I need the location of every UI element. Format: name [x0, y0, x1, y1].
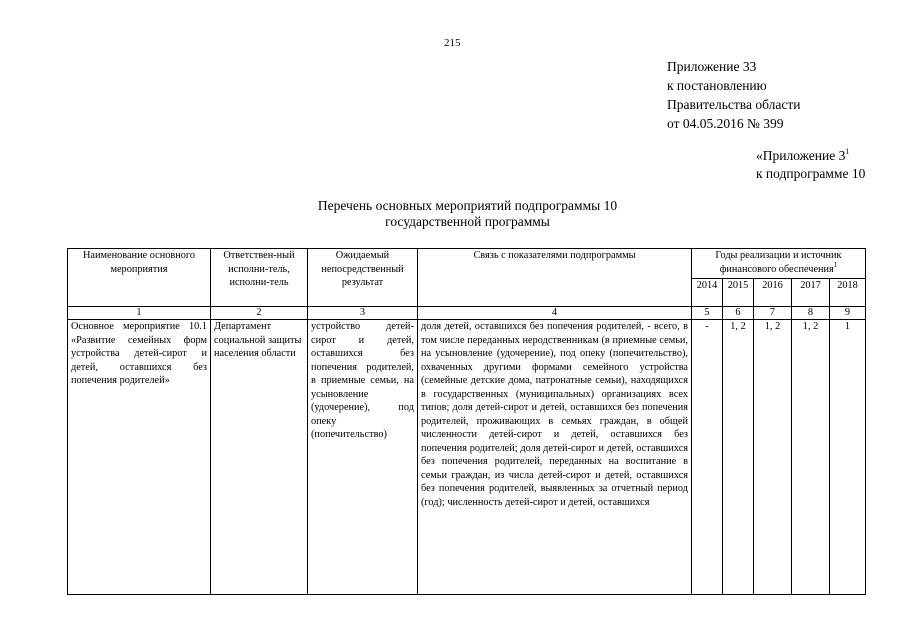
year-header: 2018 — [830, 279, 866, 307]
row-year-value: 1, 2 — [792, 320, 830, 595]
row-link: доля детей, оставшихся без попечения родителей, - всего, в том числе переданных неродственникам (в приемные семьи, на усыновление (удочерение), под опеку (попечительство), охваченных другими формами семейного устройства (семейные детские дома, патронатные семьи), находящихся в государственных (муниципальных) организациях всех типов; доля детей-сирот и детей, оставшихся без попечения родителей, проживающих в семьях граждан, в общей численности детей-сирот и детей, оставшихся без попечения родителей; доля детей-сирот и детей, оставшихся без попечения родителей, переданных на воспитание в семьи граждан, из числа детей-сирот и детей, оставшихся без попечения родителей, выявленных за отчетный период (год); численность детей-сирот и детей, оставшихся — [418, 320, 692, 595]
appendix-ref-line2: к подпрограмме 10 — [756, 166, 866, 181]
column-number: 2 — [211, 307, 308, 320]
year-header: 2014 — [692, 279, 723, 307]
year-header: 2015 — [723, 279, 754, 307]
appendix-ref-sup: 1 — [845, 147, 850, 156]
appendix-line: к постановлению — [667, 78, 767, 93]
row-year-value: - — [692, 320, 723, 595]
column-number: 3 — [308, 307, 418, 320]
column-number: 8 — [792, 307, 830, 320]
column-number: 9 — [830, 307, 866, 320]
header-name: Наименование основного мероприятия — [68, 249, 211, 307]
row-name: Основное мероприятие 10.1 «Развитие семейных форм устройства детей-сирот и детей, оставшихся без попечения родителей» — [68, 320, 211, 595]
appendix-reference — [756, 147, 865, 183]
column-number: 6 — [723, 307, 754, 320]
year-header: 2016 — [754, 279, 792, 307]
row-year-value: 1, 2 — [754, 320, 792, 595]
column-number: 5 — [692, 307, 723, 320]
header-responsible: Ответствен-ный исполни-тель, исполни-тель — [211, 249, 308, 307]
appendix-line: от 04.05.2016 № 399 — [667, 116, 784, 131]
appendix-ref-line1 — [756, 147, 865, 165]
appendix-line: Приложение 33 — [667, 59, 757, 74]
appendix-header — [667, 57, 800, 133]
appendix-ref-text: «Приложение 3 — [756, 148, 846, 163]
header-years-text: Годы реализации и источник финансового обеспечения — [715, 250, 842, 275]
year-header: 2017 — [792, 279, 830, 307]
document-title — [230, 198, 705, 230]
header-years — [692, 249, 866, 279]
header-link: Связь с показателями подпрограммы — [418, 249, 692, 307]
row-responsible: Департамент социальной защиты населения области — [211, 320, 308, 595]
row-result: устройство детей-сирот и детей, оставшихся без попечения родителей, в приемные семьи, на усыновление (удочерение), под опеку (попечительство) — [308, 320, 418, 595]
measures-table — [67, 248, 866, 595]
title-line2: государственной программы — [385, 214, 550, 229]
column-number: 1 — [68, 307, 211, 320]
row-year-value: 1 — [830, 320, 866, 595]
column-number: 4 — [418, 307, 692, 320]
appendix-line: Правительства области — [667, 97, 801, 112]
page-number: 215 — [444, 37, 461, 49]
header-result: Ожидаемый непосредственный результат — [308, 249, 418, 307]
header-years-sup: 1 — [833, 260, 838, 269]
row-year-value: 1, 2 — [723, 320, 754, 595]
column-number: 7 — [754, 307, 792, 320]
title-line1: Перечень основных мероприятий подпрограммы 10 — [317, 198, 618, 213]
